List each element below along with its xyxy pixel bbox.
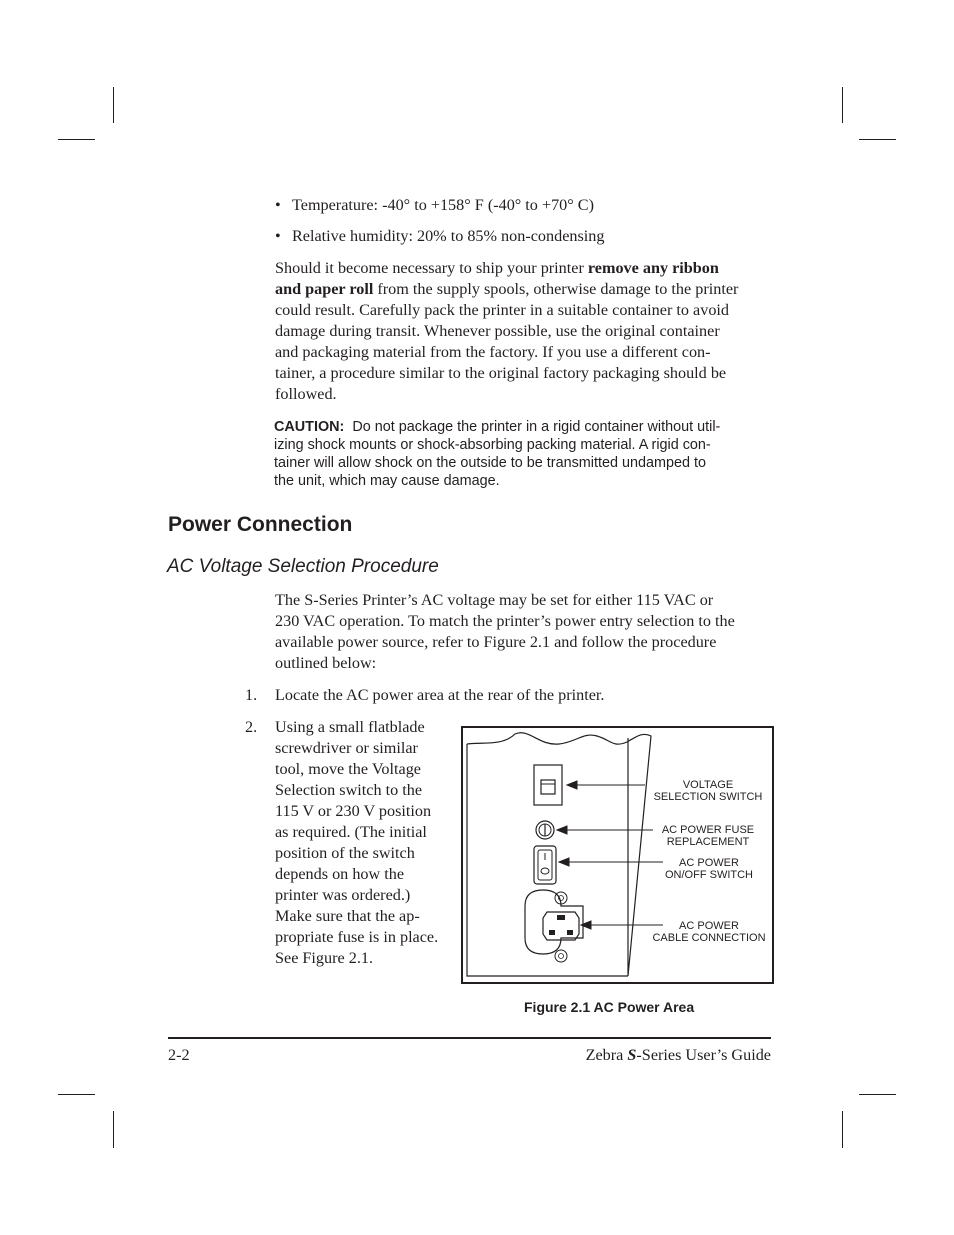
bullet-humidity <box>275 226 775 247</box>
bold-run: and paper roll <box>275 280 374 298</box>
callout-cable-connection <box>647 920 771 944</box>
caution-line: tainer will allow shock on the outside to be transmitted undamped to <box>274 455 706 471</box>
section-heading: Power Connection <box>168 513 353 536</box>
callout-line: AC POWER <box>679 920 739 932</box>
step-line: screwdriver or similar <box>275 739 418 757</box>
callout-line: REPLACEMENT <box>666 836 750 848</box>
paragraph-line: could result. Carefully pack the printer in a suitable container to avoid <box>275 301 730 319</box>
step-line: Using a small flatblade <box>275 718 425 736</box>
crop-mark-bl-vertical <box>113 1111 114 1148</box>
step-line: propriate fuse is in place. <box>275 928 439 946</box>
crop-mark-tl-horizontal <box>58 139 95 140</box>
step-line: 115 V or 230 V position <box>275 802 432 820</box>
caution-text: Do not package the printer in a rigid container without util- <box>352 419 721 435</box>
paragraph-line: The S-Series Printer’s AC voltage may be set for either 115 VAC or <box>275 591 714 609</box>
caution-note <box>274 418 769 490</box>
paragraph-line: outlined below: <box>275 654 377 672</box>
paragraph-line: damage during transit. Whenever possible, use the original container <box>275 322 720 340</box>
caution-line: the unit, which may cause damage. <box>274 473 500 489</box>
step-line: tool, move the Voltage <box>275 760 421 778</box>
bold-run: remove any ribbon <box>587 259 719 277</box>
callout-line: CABLE CONNECTION <box>652 932 766 944</box>
paragraph-line <box>275 258 775 279</box>
crop-mark-bl-horizontal <box>58 1094 95 1095</box>
ac-power-area-figure <box>461 726 774 984</box>
bullet-text: Relative humidity: 20% to 85% non-condensing <box>292 227 605 245</box>
callout-line: AC POWER FUSE <box>661 824 755 836</box>
caution-line <box>274 418 769 436</box>
footer-title <box>586 1045 771 1066</box>
callout-line: VOLTAGE <box>682 779 734 791</box>
paragraph-line <box>275 279 775 300</box>
step-line: Selection switch to the <box>275 781 423 799</box>
caution-label: CAUTION: <box>274 419 345 435</box>
step-line: depends on how the <box>275 865 405 883</box>
crop-mark-tr-horizontal <box>859 139 896 140</box>
callout-line: SELECTION SWITCH <box>653 791 763 803</box>
step-number: 1. <box>245 686 258 704</box>
step-line: as required. (The initial <box>275 823 427 841</box>
caution-line: izing shock mounts or shock-absorbing packing material. A rigid con- <box>274 437 711 453</box>
voltage-switch-icon <box>534 765 562 805</box>
footer-rule <box>168 1037 771 1039</box>
paragraph-line: and packaging material from the factory. If you use a different con- <box>275 343 711 361</box>
paragraph-line: 230 VAC operation. To match the printer’s power entry selection to the <box>275 612 735 630</box>
crop-mark-br-horizontal <box>859 1094 896 1095</box>
step-line: Make sure that the ap- <box>275 907 420 925</box>
bullet-temperature <box>275 195 775 216</box>
step-line: printer was ordered.) <box>275 886 411 904</box>
crop-mark-tl-vertical <box>113 87 114 123</box>
paragraph-line: tainer, a procedure similar to the original factory packaging should be <box>275 364 727 382</box>
step-line: position of the switch <box>275 844 415 862</box>
bullet-text: Temperature: -40° to +158° F (-40° to +70° C) <box>292 196 594 214</box>
figure-caption: Figure 2.1 AC Power Area <box>524 999 695 1015</box>
callout-power-switch <box>656 857 762 881</box>
bullet-dot: • <box>275 196 281 214</box>
step-text: Locate the AC power area at the rear of the printer. <box>275 686 605 704</box>
paragraph-line: available power source, refer to Figure 2.1 and follow the procedure <box>275 633 717 651</box>
footer-title-emphasis: S <box>627 1046 637 1064</box>
bullet-dot: • <box>275 227 281 245</box>
text-run: Should it become necessary to ship your printer <box>275 259 588 277</box>
callout-line: ON/OFF SWITCH <box>665 869 753 881</box>
fuse-icon <box>536 821 554 839</box>
power-switch-icon <box>534 846 556 884</box>
footer-title-suffix: -Series User’s Guide <box>636 1046 771 1064</box>
crop-mark-tr-vertical <box>842 87 843 123</box>
intro-paragraph <box>275 590 775 674</box>
text-run: from the supply spools, otherwise damage to the printer <box>373 280 739 298</box>
power-inlet-icon <box>525 890 583 962</box>
step-2-text <box>275 717 460 969</box>
callout-arrows <box>557 781 663 929</box>
paragraph-line: followed. <box>275 385 337 403</box>
callout-line: AC POWER <box>679 857 739 869</box>
step-number: 2. <box>245 718 258 736</box>
shipping-paragraph <box>275 258 775 405</box>
crop-mark-br-vertical <box>842 1111 843 1148</box>
callout-voltage-switch <box>649 779 767 803</box>
callout-fuse <box>652 824 764 848</box>
step-line: See Figure 2.1. <box>275 949 374 967</box>
subsection-heading: AC Voltage Selection Procedure <box>167 556 439 577</box>
footer-title-prefix: Zebra <box>585 1046 628 1064</box>
page-number: 2-2 <box>168 1046 190 1064</box>
